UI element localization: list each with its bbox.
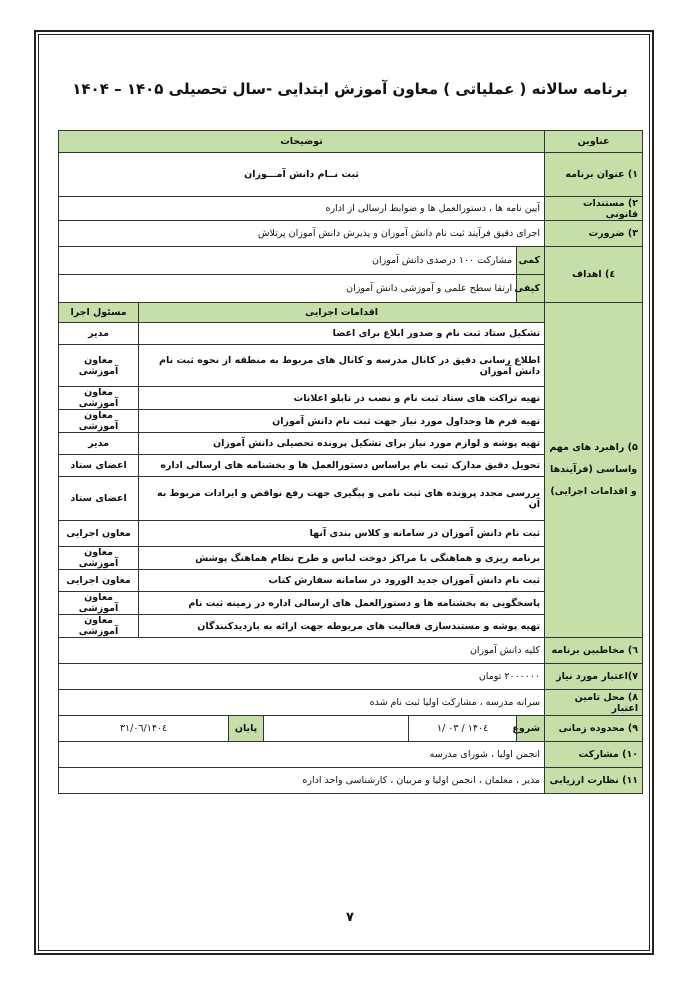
audience-label: ٦) مخاطبین برنامه — [545, 638, 643, 664]
program-title-label: ۱) عنوان برنامه — [545, 153, 643, 197]
end-date: ۱۴۰٤/۰٦/۳۱ — [59, 716, 229, 742]
participation-value: انجمن اولیا ، شورای مدرسه — [59, 742, 545, 768]
page-number: ۷ — [346, 910, 354, 925]
necessity-label: ۳) ضرورت — [545, 221, 643, 247]
descriptions-header: توضیحات — [59, 131, 545, 153]
budget-value: ۲۰۰۰۰۰۰ تومان — [59, 664, 545, 690]
strategy-action: ثبت نام دانش آموزان در سامانه و کلاس بندی آنها — [139, 521, 545, 547]
program-title-value: ثبت نــام دانش آمـــوزان — [59, 153, 545, 197]
strategies-label: ۵) راهبرد های مهم واساسی (فرآیندها و اقدامات اجرایی) — [545, 303, 643, 638]
strategy-action: تهیه تراکت های ستاد ثبت نام و نصب در تابلو اعلانات — [139, 387, 545, 410]
budget-label: ۷)اعتبار مورد نیاز — [545, 664, 643, 690]
actions-header: اقدامات اجرایی — [139, 303, 545, 323]
strategy-responsible: معاون اجرایی — [59, 521, 139, 547]
evaluation-row — [59, 768, 643, 794]
strategy-responsible: اعضای ستاد — [59, 455, 139, 477]
strategy-action: تهیه پوشه و مستندسازی فعالیت های مربوطه جهت ارائه به بازدیدکنندگان — [139, 615, 545, 638]
strategy-action: بررسی مجدد پرونده های ثبت نامی و پیگیری جهت رفع نواقص و ایرادات مربوط به آن — [139, 477, 545, 521]
page-title: برنامه سالانه ( عملیاتی ) معاون آموزش ابتدایی -سال تحصیلی ۱۴۰۵ – ۱۴۰۴ — [72, 80, 628, 98]
strategy-action: تشکیل ستاد ثبت نام و صدور ابلاغ برای اعضا — [139, 323, 545, 345]
strategy-responsible: مدیر — [59, 323, 139, 345]
evaluation-label: ۱۱) نظارت ارزیابی — [545, 768, 643, 794]
program-title-row — [59, 153, 643, 197]
strategy-action: تهیه پوشه و لوازم مورد نیاز برای تشکیل پرونده تحصیلی دانش آموزان — [139, 433, 545, 455]
budget-row — [59, 664, 643, 690]
strategy-action: تحویل دقیق مدارک ثبت نام براساس دستورالعمل ها و بخشنامه های ارسالی اداره — [139, 455, 545, 477]
titles-header: عناوین — [545, 131, 643, 153]
responsible-header: مسئول اجرا — [59, 303, 139, 323]
end-label: پایان — [229, 716, 264, 742]
funding-source-label: ۸) محل تامین اعتبار — [545, 690, 643, 716]
necessity-value: اجرای دقیق فرآیند ثبت نام دانش آموزان و پذیرش دانش آموزان پرتلاش — [59, 221, 545, 247]
timeframe-label: ۹) محدوده زمانی — [545, 716, 643, 742]
annual-plan-table — [58, 130, 643, 794]
necessity-row — [59, 221, 643, 247]
legal-basis-value: آیین نامه ها ، دستورالعمل ها و ضوابط ارسالی از اداره — [59, 197, 545, 221]
strategy-responsible: معاون آموزشی — [59, 592, 139, 615]
start-label: شروع — [517, 716, 545, 742]
strategy-action: ثبت نام دانش آموزان جدید الورود در سامانه سفارش کتاب — [139, 570, 545, 592]
funding-source-value: سرانه مدرسه ، مشارکت اولیا ثبت نام شده — [59, 690, 545, 716]
funding-source-row — [59, 690, 643, 716]
quantitative-label: کمی — [517, 247, 545, 275]
start-date: ۱۴۰٤ / ۰۳ /۱ — [409, 716, 517, 742]
qualitative-label: کیفی — [517, 275, 545, 303]
strategy-action: تهیه فرم ها وجداول مورد نیاز جهت ثبت نام دانش آموزان — [139, 410, 545, 433]
participation-row — [59, 742, 643, 768]
legal-basis-row — [59, 197, 643, 221]
strategy-action: پاسخگویی به بخشنامه ها و دستورالعمل های ارسالی اداره در زمینه ثبت نام — [139, 592, 545, 615]
evaluation-value: مدیر ، معلمان ، انجمن اولیا و مربیان ، کارشناسی واحد اداره — [59, 768, 545, 794]
strategy-responsible: معاون آموزشی — [59, 615, 139, 638]
strategy-responsible: اعضای ستاد — [59, 477, 139, 521]
strategy-action: اطلاع رسانی دقیق در کانال مدرسه و کانال های مربوط به منطقه از نحوه ثبت نام دانش آموزان — [139, 345, 545, 387]
strategy-responsible: معاون آموزشی — [59, 410, 139, 433]
audience-row — [59, 638, 643, 664]
goals-label: ٤) اهداف — [545, 247, 643, 303]
strategy-action: برنامه ریزی و هماهنگی با مراکز دوخت لباس و طرح نظام هماهنگ پوشش — [139, 547, 545, 570]
strategy-responsible: معاون اجرایی — [59, 570, 139, 592]
audience-value: کلیه دانش آموزان — [59, 638, 545, 664]
quantitative-goal: مشارکت ۱۰۰ درصدی دانش آموزان — [59, 247, 517, 275]
qualitative-goal: ارتقا سطح علمی و آموزشی دانش آموزان — [59, 275, 517, 303]
timeframe-gap — [264, 716, 409, 742]
strategy-responsible: معاون آموزشی — [59, 345, 139, 387]
strategy-responsible: معاون آموزشی — [59, 547, 139, 570]
strategy-responsible: معاون آموزشی — [59, 387, 139, 410]
participation-label: ۱۰) مشارکت — [545, 742, 643, 768]
strategy-responsible: مدیر — [59, 433, 139, 455]
header-row — [59, 131, 643, 153]
timeframe-row — [59, 716, 643, 742]
legal-basis-label: ۲) مستندات قانونی — [545, 197, 643, 221]
goals-quantitative-row — [59, 247, 643, 275]
strategies-header-row — [59, 303, 643, 323]
